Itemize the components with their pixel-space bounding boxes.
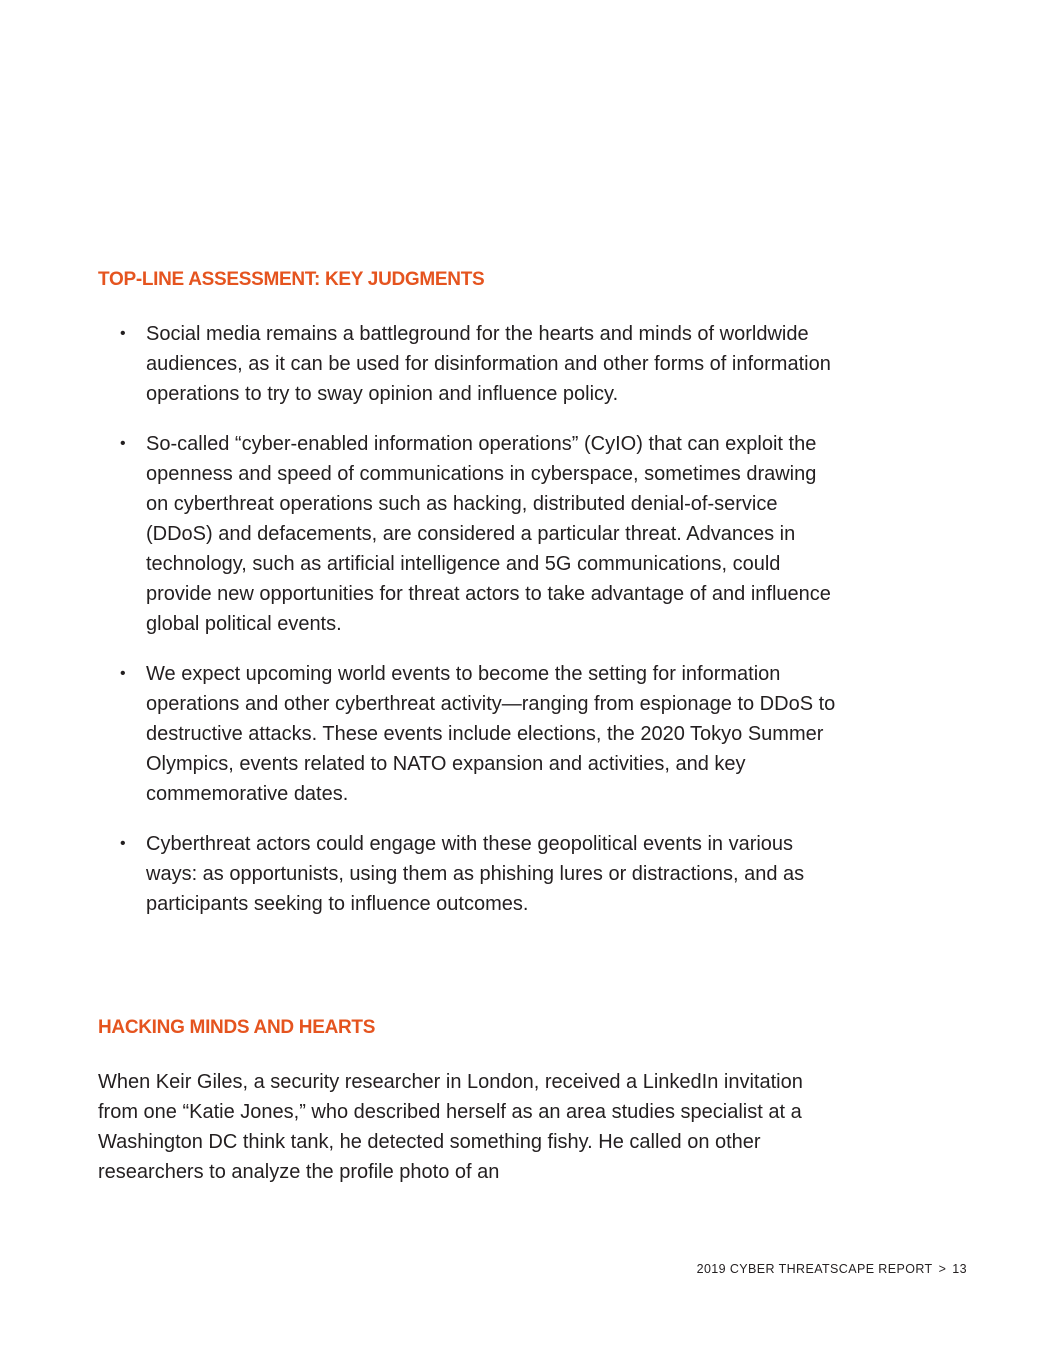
key-judgment-item (118, 659, 838, 809)
key-judgments-list (118, 319, 838, 939)
footer-report-title: 2019 CYBER THREATSCAPE REPORT (696, 1262, 933, 1276)
bullet-icon: • (120, 435, 126, 452)
bullet-icon: • (120, 325, 126, 342)
key-judgment-item (118, 429, 838, 639)
section-heading-key-judgments: TOP-LINE ASSESSMENT: KEY JUDGMENTS (98, 269, 485, 290)
section-heading-hacking-minds: HACKING MINDS AND HEARTS (98, 1017, 376, 1038)
key-judgment-item (118, 829, 838, 919)
footer-separator: > (938, 1262, 947, 1276)
bullet-icon: • (120, 835, 126, 852)
body-paragraph: When Keir Giles, a security researcher in London, received a LinkedIn invitation from one “Katie Jones,” who described herself as an area studies specialist at a Washington DC think tank, he detected something fishy. He called on other researchers to analyze the profile photo of an (98, 1071, 803, 1183)
key-judgment-text: So-called “cyber-enabled information operations” (CyIO) that can exploit the openness and speed of communications in cyberspace, sometimes drawing on cyberthreat operations such as hacking, distributed denial-of-service (DDoS) and defacements, are considered a particular threat. Advances in technology, such as artificial intelligence and 5G communications, could provide new opportunities for threat actors to take advantage of and influence global political events. (146, 433, 831, 635)
page-footer (697, 1262, 967, 1276)
bullet-icon: • (120, 665, 126, 682)
key-judgment-text: Cyberthreat actors could engage with these geopolitical events in various ways: as opportunists, using them as phishing lures or distractions, and as participants seeking to influence outcomes. (146, 833, 805, 915)
key-judgment-text: We expect upcoming world events to become the setting for information operations and other cyberthreat activity—ranging from espionage to DDoS to destructive attacks. These events include elections, the 2020 Tokyo Summer Olympics, events related to NATO expansion and activities, and key commemorative dates. (146, 663, 836, 805)
key-judgment-text: Social media remains a battleground for the hearts and minds of worldwide audiences, as it can be used for disinformation and other forms of information operations to try to sway opinion and influence policy. (146, 323, 831, 405)
key-judgment-item (118, 319, 838, 409)
page-number: 13 (952, 1262, 967, 1276)
